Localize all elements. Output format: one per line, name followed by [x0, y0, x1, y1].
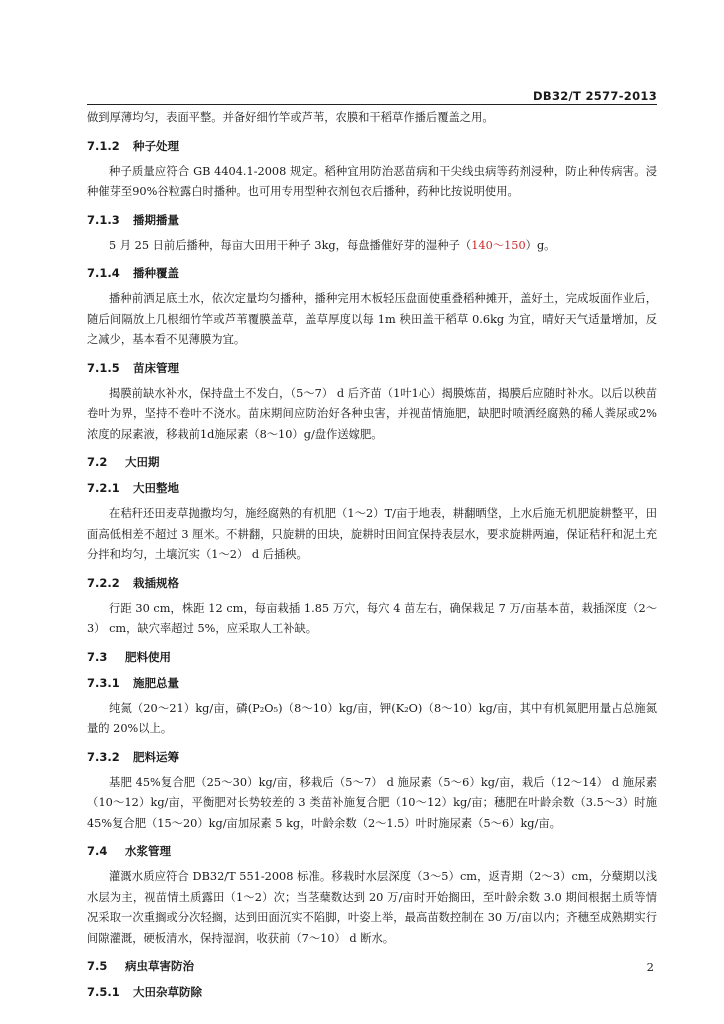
section-heading	[87, 137, 657, 155]
section-number: 7.1.2	[87, 138, 120, 153]
paragraph-text: 5 月 25 日前后播种，每亩大田用干种子 3kg，每盘播催好芽的湿种子（	[109, 238, 472, 252]
section-heading	[87, 648, 657, 666]
body-paragraph: 行距 30 cm，株距 12 cm，每亩栽插 1.85 万穴，每穴 4 苗左右，确保栽足 7 万/亩基本苗，栽插深度（2～3） cm，缺穴率超过 5%，应采取人工补缺。	[87, 601, 657, 635]
section-heading	[87, 983, 657, 1001]
section-heading	[87, 264, 657, 282]
section-number: 7.5	[87, 959, 108, 973]
section-title: 播期播量	[133, 212, 179, 227]
section-heading	[87, 574, 657, 592]
section-number: 7.1.5	[87, 360, 120, 375]
section-heading	[87, 674, 657, 692]
highlighted-value: 140～150	[471, 238, 526, 252]
section-title: 栽插规格	[133, 575, 179, 590]
header-rule	[87, 104, 657, 105]
body-paragraph	[87, 236, 657, 257]
body-paragraph: 纯氮（20～21）kg/亩，磷(P₂O₅)（8～10）kg/亩，钾(K₂O)（8～10）kg/亩，其中有机氮肥用量占总施氮量的 20%以上。	[87, 701, 657, 735]
body-paragraph: 播种前洒足底土水，依次定量均匀播种，播种完用木板轻压盘面使重叠稻种摊开，盖好土，完成坂面作业后，随后间隔放上几根细竹竿或芦苇覆膜盖草，盖草厚度以每 1m 秧田盖干稻草 0.6kg 为宜，晴好天气适量增加，反之减少，基本看不见薄膜为宜。	[87, 292, 657, 346]
body-paragraph: 揭膜前缺水补水，保持盘土不发白，（5～7） d 后齐苗（1叶1心）揭膜炼苗，揭膜后应随时补水。以后以秧苗卷叶为界，坚持不卷叶不浇水。苗床期间应防治好各种虫害，并视苗情施肥，缺肥时喷洒经腐熟的稀人粪尿或2%浓度的尿素液，移栽前1d施尿素（8～10）g/盘作送嫁肥。	[87, 386, 657, 441]
document-body	[87, 108, 657, 1008]
body-paragraph: 在秸秆还田麦草抛撒均匀，施经腐熟的有机肥（1～2）T/亩于地表，耕翻晒垡，上水后施无机肥旋耕整平，田面高低相差不超过 3 厘米。不耕翻，只旋耕的田块，旋耕时田间宜保持表层水，要求旋耕两遍，保证秸秆和泥土充分拌和均匀，土壤沉实（1～2） d 后插秧。	[87, 507, 657, 561]
section-title: 水浆管理	[125, 844, 171, 858]
section-heading	[87, 453, 657, 471]
section-heading	[87, 748, 657, 766]
section-heading	[87, 957, 657, 975]
body-paragraph: 基肥 45%复合肥（25～30）kg/亩，移栽后（5～7） d 施尿素（5～6）kg/亩，栽后（12～14） d 施尿素（10～12）kg/亩，平衡肥对长势较差的 3 类苗补施复合肥（10～12）kg/亩；穗肥在叶龄余数（3.5～3）时施 45%复合肥（15～20）kg/亩加尿素 5 kg，叶龄余数（2～1.5）叶时施尿素（5～6）kg/亩。	[87, 775, 657, 830]
section-number: 7.2.1	[87, 481, 120, 495]
section-title: 播种覆盖	[133, 266, 179, 280]
section-number: 7.3.2	[87, 749, 120, 764]
section-title: 种子处理	[133, 138, 179, 153]
section-title: 病虫草害防治	[125, 959, 194, 973]
body-paragraph: 种子质量应符合 GB 4404.1-2008 规定。稻种宜用防治恶苗病和干尖线虫病等药剂浸种，防止种传病害。浸种催芽至90%谷粒露白时播种。也可用专用型种衣剂包衣后播种，药种比按说明使用。	[87, 164, 657, 198]
section-title: 肥料使用	[125, 649, 171, 664]
page-number: 2	[646, 960, 654, 974]
section-title: 大田整地	[133, 481, 179, 495]
section-number: 7.2.2	[87, 575, 120, 590]
section-title: 施肥总量	[133, 675, 179, 690]
section-number: 7.2	[87, 455, 108, 469]
section-number: 7.1.3	[87, 212, 120, 227]
section-heading	[87, 211, 657, 229]
section-number: 7.4	[87, 844, 108, 858]
section-number: 7.1.4	[87, 266, 120, 280]
section-title: 苗床管理	[133, 360, 179, 375]
section-title: 大田杂草防除	[133, 985, 202, 999]
section-heading	[87, 479, 657, 497]
section-number: 7.3	[87, 649, 108, 664]
section-title: 肥料运筹	[133, 749, 179, 764]
section-heading	[87, 842, 657, 860]
section-number: 7.5.1	[87, 985, 120, 999]
paragraph-text: ）g。	[525, 238, 556, 252]
section-title: 大田期	[125, 455, 160, 469]
section-heading	[87, 359, 657, 377]
section-number: 7.3.1	[87, 675, 120, 690]
document-id-header: DB32/T 2577-2013	[533, 89, 657, 103]
body-paragraph: 灌溉水质应符合 DB32/T 551-2008 标准。移栽时水层深度（3～5）cm，返青期（2～3）cm，分蘖期以浅水层为主，视苗情土质露田（1～2）次；当茎蘖数达到 20 万/亩时开始搁田，至叶龄余数 3.0 期间根据土质等情况采取一次重搁或分次轻搁，达到田面沉实不陷脚，叶姿上举，最高苗数控制在 30 万/亩以内；齐穗至成熟期实行间隙灌溉，硬板清水，保持湿润，收获前（7～10） d 断水。	[87, 870, 657, 945]
body-paragraph: 做到厚薄均匀，表面平整。并备好细竹竿或芦苇，农膜和干稻草作播后覆盖之用。	[87, 111, 494, 124]
